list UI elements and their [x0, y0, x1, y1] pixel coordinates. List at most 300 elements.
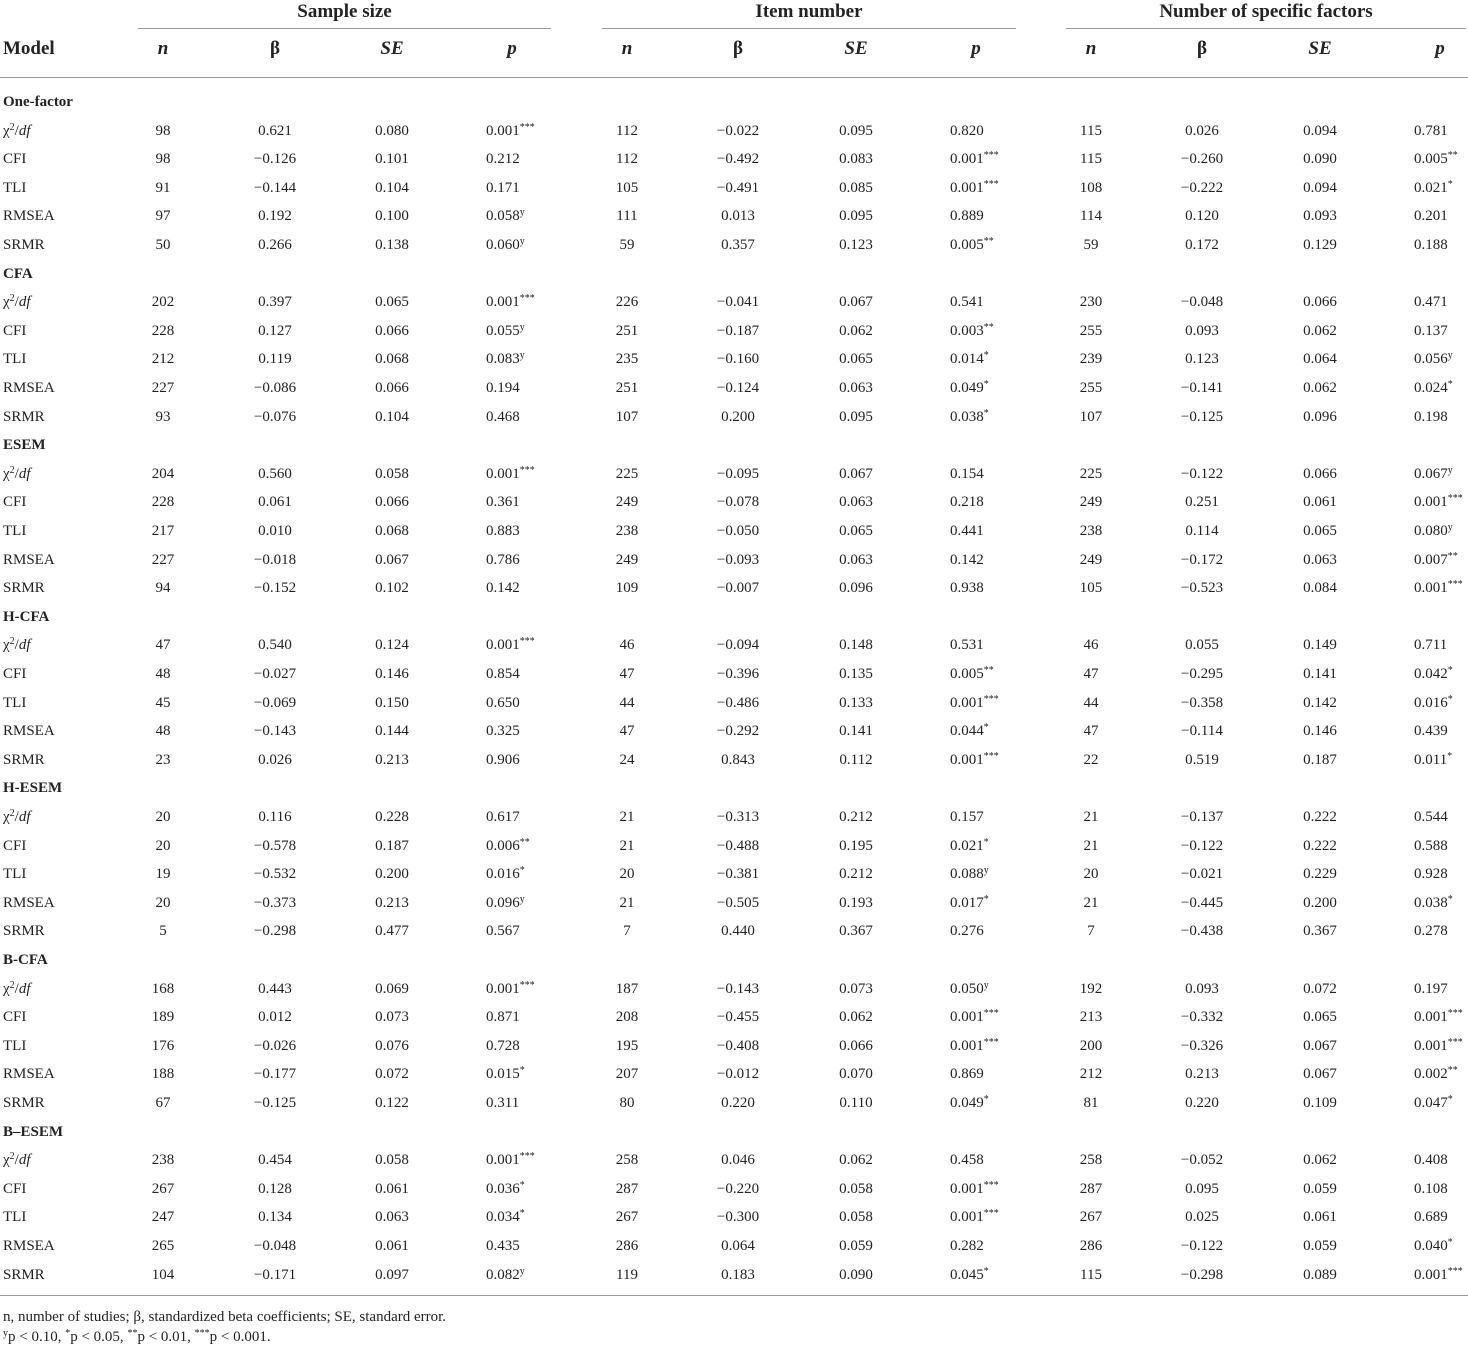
table-cell: 19: [155, 866, 171, 883]
p-value-cell: 0.005**: [950, 236, 994, 253]
table-cell: 0.119: [258, 351, 292, 368]
table-cell: −0.445: [1180, 894, 1224, 911]
table-cell: 0.220: [1185, 1095, 1219, 1111]
p-value-cell: 0.854: [486, 666, 520, 682]
table-cell: 208: [615, 1009, 639, 1026]
table-cell: 0.065: [1303, 1009, 1337, 1026]
metric-label: TLI: [3, 351, 27, 368]
significance-marker: *: [519, 1208, 525, 1220]
table-cell: 0.089: [1303, 1266, 1337, 1283]
metric-label: $\chi^2/df$: [3, 121, 31, 139]
significance-marker: y: [983, 979, 989, 991]
column-header: SE: [844, 38, 868, 59]
p-value-cell: 0.047*: [1414, 1094, 1453, 1111]
p-value-cell: 0.001***: [486, 1151, 535, 1169]
table-cell: 235: [615, 351, 639, 368]
table-cell: 47: [1083, 723, 1099, 740]
table-cell: 225: [615, 465, 639, 482]
table-row: [0, 805, 1468, 829]
column-header: SE: [1308, 38, 1332, 59]
table-cell: 0.621: [258, 122, 292, 139]
p-value-cell: 0.906: [486, 751, 520, 768]
significance-marker: ***: [519, 464, 535, 476]
section-label: B–ESEM: [3, 1123, 64, 1140]
table-cell: 0.080: [375, 122, 409, 139]
p-value-cell: 0.650: [486, 694, 520, 711]
table-cell: −0.260: [1180, 151, 1224, 168]
metric-label: SRMR: [3, 1266, 45, 1283]
p-value-cell: 0.588: [1414, 837, 1448, 854]
metric-label: $\chi^2/df$: [3, 293, 31, 311]
significance-marker: **: [1447, 150, 1458, 162]
p-value-cell: 0.786: [486, 551, 520, 568]
table-cell: 0.193: [839, 894, 873, 911]
table-cell: 0.061: [258, 494, 292, 511]
p-value-cell: 0.011*: [1414, 750, 1453, 768]
p-value-cell: 0.212: [486, 151, 520, 168]
table-cell: 0.220: [721, 1095, 755, 1111]
table-row: [0, 519, 1468, 543]
p-value-cell: 0.276: [950, 923, 984, 940]
table-cell: 0.065: [839, 351, 873, 368]
table-cell: −0.532: [253, 866, 297, 883]
metric-label: $\chi^2/df$: [3, 808, 31, 825]
table-cell: −0.018: [253, 551, 297, 568]
p-value-cell: 0.544: [1414, 809, 1448, 825]
table-cell: −0.086: [253, 380, 297, 396]
table-cell: −0.358: [1180, 694, 1224, 711]
metric-label: SRMR: [3, 408, 45, 425]
p-value-cell: 0.002**: [1414, 1065, 1458, 1083]
table-cell: −0.012: [716, 1066, 760, 1083]
table-cell: −0.143: [253, 723, 297, 740]
table-cell: 0.066: [375, 494, 409, 511]
significance-marker: ***: [983, 750, 999, 762]
table-row: [0, 891, 1468, 915]
table-cell: 0.094: [1303, 179, 1337, 196]
metric-label: $\chi^2/df$: [3, 979, 31, 997]
table-cell: 0.148: [839, 637, 873, 654]
table-cell: −0.095: [716, 465, 760, 482]
table-cell: 0.066: [1303, 294, 1337, 311]
p-value-cell: 0.001***: [486, 636, 535, 654]
metric-label: TLI: [3, 179, 27, 196]
table-cell: −0.137: [1180, 809, 1224, 825]
table-cell: 21: [1083, 837, 1099, 854]
p-value-cell: 0.938: [950, 580, 984, 597]
p-value-cell: 0.137: [1414, 322, 1448, 339]
table-cell: −0.381: [716, 866, 760, 883]
table-cell: 0.212: [839, 866, 873, 883]
table-cell: 0.093: [1185, 980, 1219, 997]
table-row: [0, 1263, 1468, 1287]
table-row: [0, 919, 1468, 943]
table-cell: −0.125: [253, 1095, 297, 1111]
section-label: H-CFA: [3, 608, 50, 625]
table-cell: −0.021: [1180, 866, 1224, 883]
table-cell: 0.070: [839, 1066, 873, 1083]
table-cell: 0.127: [258, 322, 292, 339]
p-value-cell: 0.001***: [1414, 493, 1463, 511]
table-cell: 23: [155, 751, 171, 768]
table-row: [0, 834, 1468, 858]
significance-marker: ***: [519, 979, 535, 991]
table-cell: 20: [155, 809, 171, 825]
table-cell: 0.058: [375, 465, 409, 482]
table-cell: 0.058: [839, 1180, 873, 1197]
table-cell: −0.048: [1180, 294, 1224, 311]
table-cell: 0.367: [839, 923, 873, 940]
p-value-cell: 0.015*: [486, 1065, 525, 1083]
table-cell: 0.058: [839, 1209, 873, 1226]
metric-label: SRMR: [3, 923, 45, 940]
table-row: [0, 147, 1468, 171]
metric-label: RMSEA: [3, 551, 55, 568]
table-cell: −0.124: [716, 380, 760, 396]
table-cell: 0.187: [1303, 751, 1337, 768]
table-cell: 59: [1083, 237, 1099, 253]
table-cell: −0.022: [716, 122, 760, 139]
table-row: [0, 1062, 1468, 1086]
table-cell: 107: [1079, 408, 1103, 425]
table-row: [0, 548, 1468, 572]
table-cell: 0.200: [721, 408, 755, 425]
table-cell: 0.090: [1303, 151, 1337, 168]
table-cell: −0.492: [716, 151, 760, 168]
table-cell: 251: [615, 380, 639, 396]
table-cell: −0.026: [253, 1037, 297, 1054]
table-cell: 0.129: [1303, 237, 1337, 253]
table-cell: 0.095: [1185, 1180, 1219, 1197]
p-value-cell: 0.082$^y$: [486, 1265, 525, 1283]
table-cell: 0.560: [258, 465, 292, 482]
p-value-cell: 0.055$^y$: [486, 321, 525, 339]
table-cell: 0.120: [1185, 208, 1219, 225]
metric-label: CFI: [3, 494, 27, 511]
significance-marker: ***: [1447, 1036, 1463, 1048]
table-cell: −0.125: [1180, 408, 1224, 425]
table-cell: 44: [1083, 694, 1099, 711]
table-cell: 0.062: [839, 1152, 873, 1169]
table-cell: −0.300: [716, 1209, 760, 1226]
table-cell: 0.097: [375, 1266, 409, 1283]
p-value-cell: 0.142: [486, 580, 520, 597]
table-cell: 0.067: [1303, 1037, 1337, 1054]
table-cell: −0.455: [716, 1009, 760, 1026]
table-cell: 112: [616, 151, 638, 168]
significance-marker: *: [983, 407, 989, 419]
column-header: n: [157, 38, 169, 59]
table-cell: 249: [615, 494, 639, 511]
table-cell: 0.123: [839, 237, 873, 253]
metric-label: TLI: [3, 866, 27, 883]
table-cell: 0.066: [375, 322, 409, 339]
table-cell: 0.058: [375, 1152, 409, 1169]
p-value-cell: 0.001***: [950, 1179, 999, 1197]
p-value-cell: 0.016*: [486, 865, 525, 883]
metric-label: RMSEA: [3, 723, 55, 740]
table-cell: 119: [616, 1266, 638, 1283]
table-cell: −0.122: [1180, 465, 1224, 482]
p-value-cell: 0.531: [950, 637, 984, 654]
significance-marker: ***: [519, 636, 535, 648]
table-cell: −0.578: [253, 837, 297, 854]
p-value-cell: 0.325: [486, 723, 520, 740]
column-header: p: [1435, 38, 1445, 59]
table-cell: 0.229: [1303, 866, 1337, 883]
significance-marker: *: [983, 1265, 989, 1277]
p-value-cell: 0.201: [1414, 208, 1448, 225]
table-cell: 249: [1079, 494, 1103, 511]
significance-marker: ***: [983, 150, 999, 162]
table-cell: 59: [619, 237, 635, 253]
p-value-cell: 0.017*: [950, 893, 989, 911]
significance-marker: ***: [983, 178, 999, 190]
table-cell: 109: [615, 580, 639, 597]
table-cell: 5: [159, 923, 167, 940]
table-cell: 0.095: [839, 122, 873, 139]
table-row: [0, 662, 1468, 686]
table-row: [0, 319, 1468, 343]
table-cell: −0.523: [1180, 580, 1224, 597]
table-cell: 24: [619, 751, 635, 768]
p-value-cell: 0.058$^y$: [486, 207, 525, 225]
significance-marker: y: [983, 865, 989, 877]
significance-marker: ***: [983, 1008, 999, 1020]
table-cell: 0.059: [839, 1238, 873, 1254]
significance-marker: *: [1447, 750, 1453, 762]
p-value-cell: 0.108: [1414, 1180, 1448, 1197]
table-row: [0, 748, 1468, 772]
metric-label: TLI: [3, 1037, 27, 1054]
table-cell: 21: [619, 809, 635, 825]
table-row: [0, 576, 1468, 600]
table-cell: 195: [615, 1037, 639, 1054]
model-column-header: Model: [3, 38, 55, 59]
significance-marker: *: [1447, 1094, 1453, 1105]
p-value-cell: 0.282: [950, 1238, 984, 1254]
table-cell: 0.222: [1303, 809, 1337, 825]
table-cell: 0.110: [839, 1095, 873, 1111]
table-cell: 93: [155, 408, 171, 425]
table-row: [0, 1091, 1468, 1115]
significance-marker: *: [983, 350, 989, 362]
significance-marker: *: [1447, 178, 1453, 190]
footnotes: [3, 1307, 446, 1347]
table-cell: 230: [1079, 294, 1103, 311]
p-value-cell: 0.541: [950, 294, 984, 311]
p-value-cell: 0.311: [486, 1095, 520, 1111]
p-value-cell: 0.728: [486, 1037, 520, 1054]
table-cell: 0.063: [839, 551, 873, 568]
table-cell: 0.443: [258, 980, 292, 997]
significance-marker: ***: [1447, 1265, 1463, 1277]
column-header: p: [507, 38, 517, 59]
table-cell: 20: [1083, 866, 1099, 883]
significance-marker: *: [1447, 893, 1453, 905]
p-value-cell: 0.049*: [950, 1094, 989, 1111]
table-cell: 267: [151, 1180, 175, 1197]
table-cell: 0.065: [375, 294, 409, 311]
table-cell: 0.067: [839, 465, 873, 482]
p-value-cell: 0.001***: [486, 979, 535, 997]
table-cell: −0.488: [716, 837, 760, 854]
table-cell: 0.067: [1303, 1066, 1337, 1083]
significance-marker: y: [519, 1265, 525, 1277]
table-cell: −0.050: [716, 523, 760, 539]
table-cell: 0.397: [258, 294, 292, 311]
table-cell: −0.491: [716, 179, 760, 196]
p-value-cell: 0.567: [486, 923, 520, 940]
table-cell: −0.373: [253, 894, 297, 911]
table-cell: 258: [615, 1152, 639, 1169]
table-cell: 115: [1080, 151, 1102, 168]
metric-label: TLI: [3, 694, 27, 711]
table-cell: 228: [151, 494, 175, 511]
table-cell: 0.059: [1303, 1238, 1337, 1254]
table-cell: 0.096: [839, 580, 873, 597]
table-cell: 0.114: [1185, 523, 1219, 539]
significance-marker: *: [519, 1065, 525, 1077]
p-value-cell: 0.468: [486, 408, 520, 425]
section-header-row: [0, 262, 1468, 286]
table-cell: 0.150: [375, 694, 409, 711]
p-value-cell: 0.869: [950, 1066, 984, 1083]
table-cell: 217: [151, 523, 175, 539]
table-cell: 0.454: [258, 1152, 292, 1169]
significance-marker: y: [519, 236, 525, 247]
p-value-cell: 0.781: [1414, 122, 1448, 139]
table-cell: −0.144: [253, 179, 297, 196]
p-value-cell: 0.928: [1414, 866, 1448, 883]
table-cell: 0.104: [375, 408, 409, 425]
significance-marker: *: [983, 722, 989, 734]
table-row: [0, 490, 1468, 514]
metric-label: CFI: [3, 322, 27, 339]
table-cell: −0.505: [716, 894, 760, 911]
table-cell: 0.200: [1303, 894, 1337, 911]
column-header: SE: [380, 38, 404, 59]
table-cell: 105: [1079, 580, 1103, 597]
table-cell: 0.123: [1185, 351, 1219, 368]
table-cell: 0.084: [1303, 580, 1337, 597]
column-header: n: [1085, 38, 1097, 59]
table-cell: 258: [1079, 1152, 1103, 1169]
p-value-cell: 0.441: [950, 523, 984, 539]
significance-marker: ***: [1447, 579, 1463, 591]
table-cell: −0.141: [1180, 380, 1224, 396]
metric-label: RMSEA: [3, 208, 55, 225]
table-cell: 115: [1080, 122, 1102, 139]
significance-marker: *: [1447, 379, 1453, 390]
table-cell: 0.069: [375, 980, 409, 997]
table-cell: 0.076: [375, 1037, 409, 1054]
section-header-row: [0, 605, 1468, 629]
table-cell: 0.222: [1303, 837, 1337, 854]
p-value-cell: 0.188: [1414, 237, 1448, 253]
table-cell: 0.062: [839, 1009, 873, 1026]
p-value-cell: 0.361: [486, 494, 520, 511]
table-cell: 202: [151, 294, 175, 311]
p-value-cell: 0.889: [950, 208, 984, 225]
metric-label: TLI: [3, 1209, 27, 1226]
section-header-row: [0, 1120, 1468, 1144]
significance-marker: ***: [519, 293, 535, 305]
table-cell: 0.059: [1303, 1180, 1337, 1197]
table-cell: 0.172: [1185, 237, 1219, 253]
table-cell: 97: [155, 208, 171, 225]
table-cell: 0.141: [839, 723, 873, 740]
table-cell: 0.104: [375, 179, 409, 196]
significance-marker: *: [983, 1094, 989, 1105]
table-cell: −0.078: [716, 494, 760, 511]
metric-label: CFI: [3, 1180, 27, 1197]
column-header: β: [1196, 38, 1207, 59]
table-cell: 0.065: [1303, 523, 1337, 539]
table-row: [0, 1148, 1468, 1172]
table-cell: 0.183: [721, 1266, 755, 1283]
table-cell: 204: [151, 465, 175, 482]
table-cell: 0.228: [375, 809, 409, 825]
table-cell: 249: [615, 551, 639, 568]
table-cell: −0.093: [716, 551, 760, 568]
table-cell: 0.477: [375, 923, 409, 940]
significance-marker: *: [1447, 665, 1453, 676]
p-value-cell: 0.278: [1414, 923, 1448, 940]
p-value-cell: 0.014*: [950, 350, 989, 368]
table-cell: 0.192: [258, 208, 292, 225]
significance-marker: y: [1447, 350, 1453, 362]
table-cell: 0.072: [375, 1066, 409, 1083]
table-cell: −0.052: [1180, 1152, 1224, 1169]
table-cell: 0.085: [839, 179, 873, 196]
section-label: One-factor: [3, 94, 73, 110]
table-cell: 0.062: [1303, 322, 1337, 339]
table-cell: 22: [1083, 751, 1099, 768]
significance-marker: y: [1447, 464, 1453, 476]
table-cell: 94: [155, 580, 171, 597]
metric-label: CFI: [3, 666, 27, 682]
significance-marker: *: [983, 893, 989, 905]
table-cell: 213: [1079, 1009, 1103, 1026]
table-cell: 81: [1083, 1095, 1099, 1111]
table-cell: 0.213: [375, 751, 409, 768]
table-cell: −0.041: [716, 294, 760, 311]
table-row: [0, 176, 1468, 200]
table-cell: 0.066: [375, 380, 409, 396]
p-value-cell: 0.049*: [950, 379, 989, 396]
p-value-cell: 0.040*: [1414, 1237, 1453, 1254]
table-cell: 0.133: [839, 694, 873, 711]
table-cell: 0.094: [1303, 122, 1337, 139]
table-cell: 0.440: [721, 923, 755, 940]
table-cell: 0.013: [721, 208, 755, 225]
significance-marker: ***: [983, 1208, 999, 1220]
table-cell: 98: [155, 151, 171, 168]
p-value-cell: 0.439: [1414, 723, 1448, 740]
table-row: [0, 691, 1468, 715]
column-header: n: [621, 38, 633, 59]
significance-marker: y: [1447, 522, 1453, 533]
p-value-cell: 0.083$^y$: [486, 350, 525, 368]
table-row: [0, 1005, 1468, 1029]
p-value-cell: 0.001***: [950, 750, 999, 768]
section-label: CFA: [3, 265, 33, 282]
p-value-cell: 0.197: [1414, 980, 1448, 997]
p-value-cell: 0.689: [1414, 1209, 1448, 1226]
table-cell: 111: [616, 208, 638, 225]
table-cell: 20: [619, 866, 635, 883]
